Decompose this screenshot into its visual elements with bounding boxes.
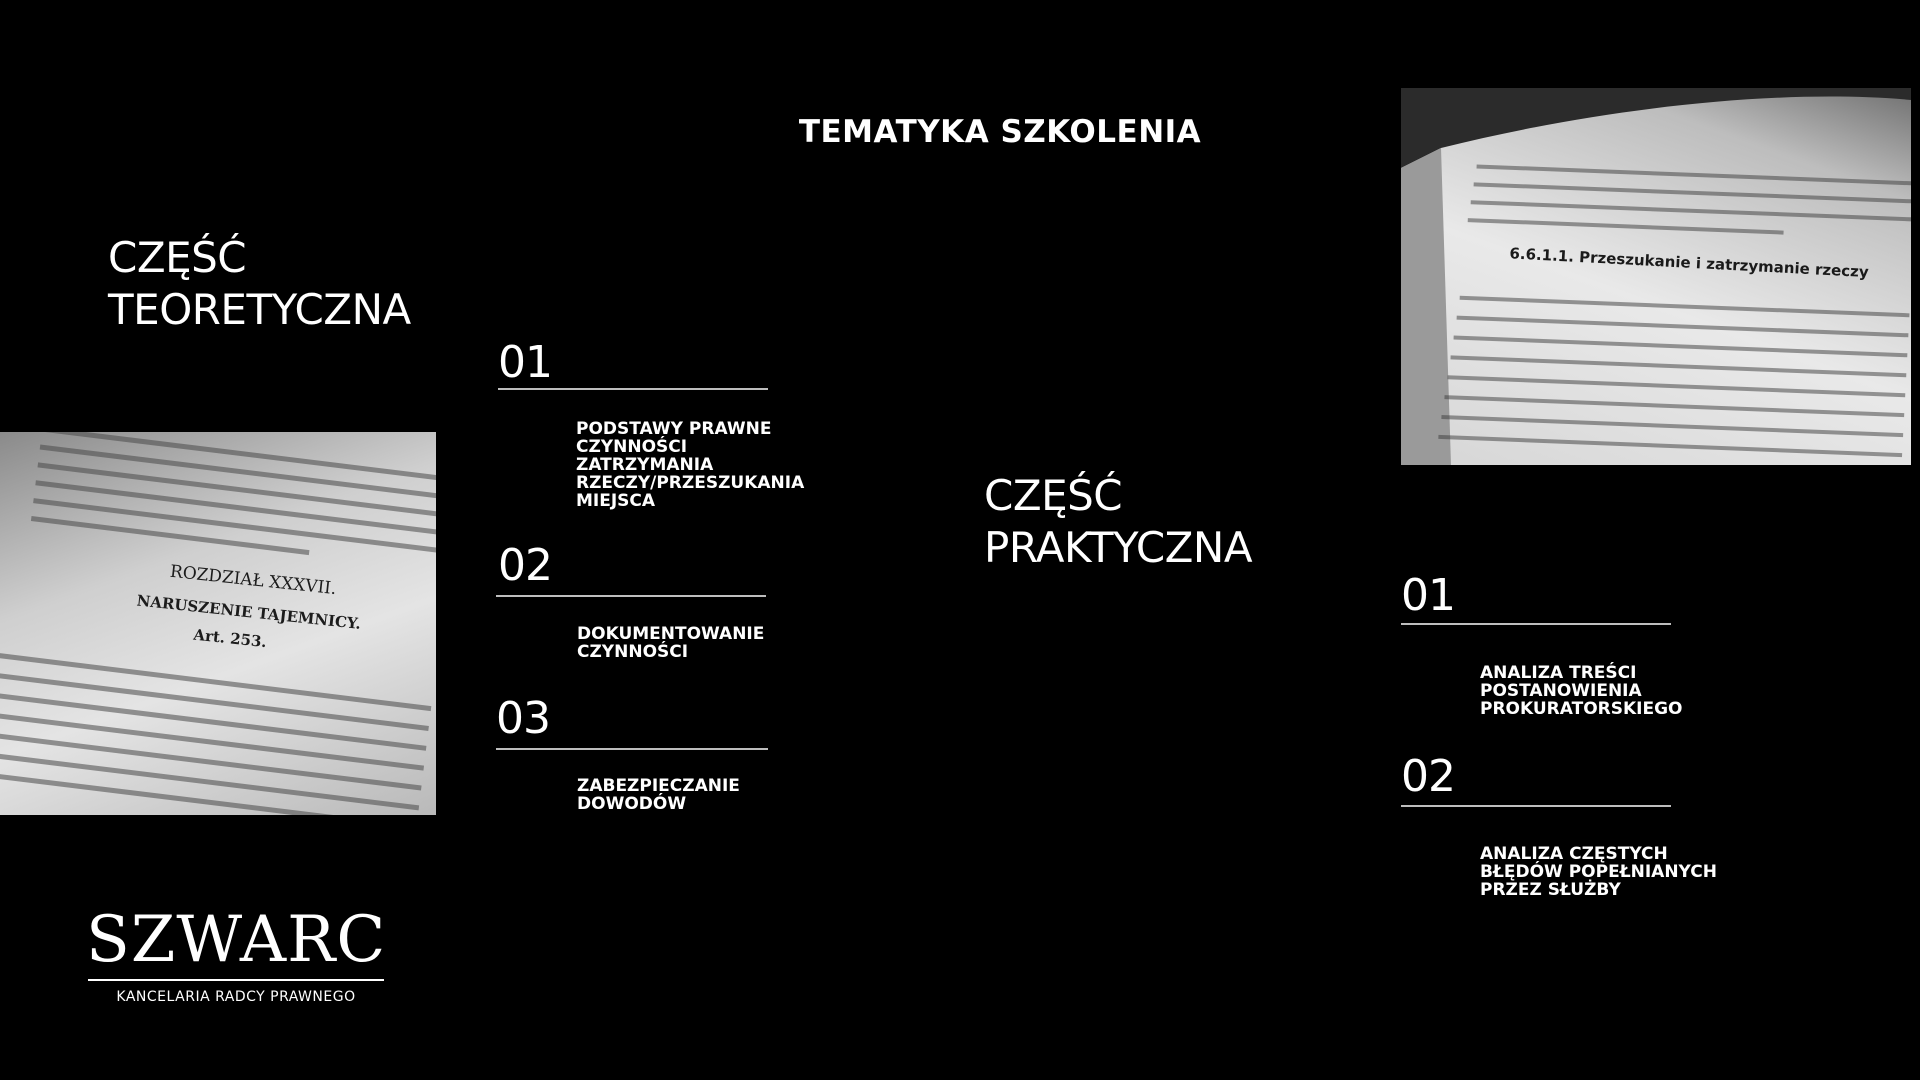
legal-code-photo xyxy=(0,432,436,815)
textbook-page-texture xyxy=(1401,88,1911,465)
theory-item-1-line: CZYNNOŚCI xyxy=(576,437,688,457)
practice-item-1-line: POSTANOWIENIA xyxy=(1480,681,1642,701)
theory-item-3-line: DOWODÓW xyxy=(577,794,687,814)
theory-heading-line2: TEORETYCZNA xyxy=(108,285,411,334)
theory-heading xyxy=(108,232,411,336)
theory-item-1-number: 01 xyxy=(498,337,552,388)
theory-item-2-line: DOKUMENTOWANIE xyxy=(577,624,765,644)
company-logo xyxy=(86,905,386,1005)
legal-code-article: Art. 253. xyxy=(192,625,268,652)
practice-heading-line1: CZĘŚĆ xyxy=(984,471,1123,520)
logo-tagline: KANCELARIA RADCY PRAWNEGO xyxy=(116,989,356,1005)
theory-item-1-divider xyxy=(498,388,768,390)
theory-item-3-divider xyxy=(496,748,768,750)
practice-item-2-text xyxy=(1480,845,1717,899)
slide-title: TEMATYKA SZKOLENIA xyxy=(798,114,1202,150)
practice-item-2-line: PRZEZ SŁUŻBY xyxy=(1480,880,1621,900)
legal-code-subtitle: NARUSZENIE TAJEMNICY. xyxy=(135,591,362,633)
practice-item-1-line: PROKURATORSKIEGO xyxy=(1480,699,1683,719)
logo-underline xyxy=(88,979,384,981)
theory-item-2-text xyxy=(577,625,764,661)
practice-item-2-line: ANALIZA CZĘSTYCH xyxy=(1480,844,1668,864)
legal-code-chapter: ROZDZIAŁ XXXVII. xyxy=(168,561,338,600)
theory-item-1-line: PODSTAWY PRAWNE xyxy=(576,419,772,439)
theory-item-2-number: 02 xyxy=(498,540,552,591)
practice-item-1-number: 01 xyxy=(1401,570,1455,621)
practice-item-1-text xyxy=(1480,664,1683,718)
logo-wordmark: SZWARC xyxy=(86,903,387,977)
theory-item-3-text xyxy=(577,777,740,813)
practice-heading xyxy=(984,470,1252,574)
theory-item-1-line: RZECZY/PRZESZUKANIA xyxy=(576,473,805,493)
practice-item-1-line: ANALIZA TREŚCI xyxy=(1480,663,1637,683)
practice-item-1-divider xyxy=(1401,623,1671,625)
textbook-photo xyxy=(1401,88,1911,465)
practice-item-2-number: 02 xyxy=(1401,751,1455,802)
theory-item-2-line: CZYNNOŚCI xyxy=(577,642,689,662)
theory-item-1-line: ZATRZYMANIA xyxy=(576,455,714,475)
theory-item-1-line: MIEJSCA xyxy=(576,491,656,511)
theory-item-2-divider xyxy=(496,595,766,597)
theory-item-1-text xyxy=(576,420,804,510)
theory-item-3-line: ZABEZPIECZANIE xyxy=(577,776,740,796)
practice-item-2-line: BŁĘDÓW POPEŁNIANYCH xyxy=(1480,862,1717,882)
practice-item-2-divider xyxy=(1401,805,1671,807)
theory-item-3-number: 03 xyxy=(496,693,550,744)
practice-heading-line2: PRAKTYCZNA xyxy=(984,523,1253,572)
textbook-section-heading: 6.6.1.1. Przeszukanie i zatrzymanie rzeczy xyxy=(1508,244,1870,282)
theory-heading-line1: CZĘŚĆ xyxy=(108,233,247,282)
legal-code-page-texture xyxy=(0,432,436,815)
